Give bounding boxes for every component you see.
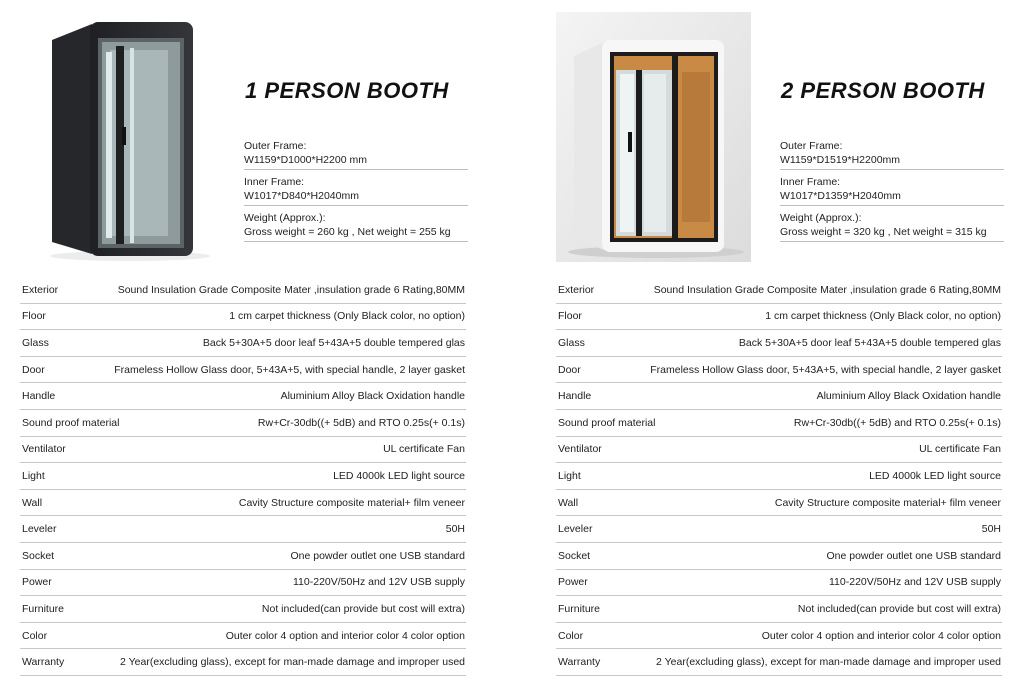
outer-frame-value: W1159*D1000*H2200 mm [244, 154, 367, 166]
spec-row-door [20, 357, 466, 384]
weight-block [780, 211, 1004, 242]
spec-label: Sound proof material [558, 416, 656, 429]
spec-value: Back 5+30A+5 door leaf 5+43A+5 double tempered glas [202, 336, 465, 349]
spec-row-leveler [556, 516, 1002, 543]
booth-image [30, 12, 225, 262]
weight-value: Gross weight = 320 kg , Net weight = 315 kg [780, 226, 987, 238]
booth-illustration [30, 12, 225, 262]
weight-label: Weight (Approx.): [244, 212, 326, 224]
spec-value: Not included(can provide but cost will extra) [797, 602, 1001, 615]
spec-label: Warranty [22, 656, 65, 669]
spec-value: 50H [445, 523, 465, 536]
spec-label: Color [22, 629, 48, 642]
spec-label: Leveler [22, 523, 57, 536]
inner-frame-label: Inner Frame: [780, 176, 841, 188]
spec-label: Socket [558, 549, 591, 562]
spec-row-light [556, 463, 1002, 490]
inner-frame-label: Inner Frame: [244, 176, 305, 188]
spec-label: Floor [558, 310, 582, 323]
weight-value: Gross weight = 260 kg , Net weight = 255 kg [244, 226, 451, 238]
spec-row-wall [556, 490, 1002, 517]
spec-label: Light [558, 469, 581, 482]
spec-row-furniture [556, 596, 1002, 623]
spec-value: One powder outlet one USB standard [290, 549, 465, 562]
spec-row-door [556, 357, 1002, 384]
spec-value: Back 5+30A+5 door leaf 5+43A+5 double tempered glas [738, 336, 1001, 349]
spec-row-exterior [20, 277, 466, 304]
inner-frame-value: W1017*D1359*H2040mm [780, 190, 901, 202]
spec-value: Aluminium Alloy Black Oxidation handle [280, 390, 465, 403]
spec-label: Power [558, 576, 588, 589]
spec-label: Door [558, 363, 581, 376]
inner-frame-block [244, 175, 468, 206]
spec-label: Light [22, 469, 45, 482]
spec-value: LED 4000k LED light source [869, 469, 1001, 482]
spec-row-ventilator [556, 437, 1002, 464]
spec-row-handle [556, 383, 1002, 410]
booth-panel-2 [556, 0, 1024, 690]
spec-label: Furniture [558, 602, 601, 615]
spec-value: 2 Year(excluding glass), except for man-made damage and improper used [120, 656, 465, 669]
spec-row-light [20, 463, 466, 490]
spec-value: 1 cm carpet thickness (Only Black color, no option) [229, 310, 465, 323]
spec-row-wall [20, 490, 466, 517]
outer-frame-block [244, 139, 468, 170]
spec-label: Exterior [22, 283, 59, 296]
spec-value: Sound Insulation Grade Composite Mater ,insulation grade 6 Rating,80MM [117, 283, 465, 296]
spec-row-exterior [556, 277, 1002, 304]
outer-frame-block [780, 139, 1004, 170]
spec-row-power [20, 570, 466, 597]
spec-value: Sound Insulation Grade Composite Mater ,insulation grade 6 Rating,80MM [653, 283, 1001, 296]
spec-value: 2 Year(excluding glass), except for man-made damage and improper used [656, 656, 1001, 669]
spec-row-power [556, 570, 1002, 597]
spec-value: 1 cm carpet thickness (Only Black color, no option) [765, 310, 1001, 323]
spec-table [556, 277, 1002, 676]
spec-value: LED 4000k LED light source [333, 469, 465, 482]
outer-frame-value: W1159*D1519*H2200mm [780, 154, 901, 166]
spec-row-leveler [20, 516, 466, 543]
spec-label: Sound proof material [22, 416, 120, 429]
spec-label: Wall [22, 496, 43, 509]
spec-label: Exterior [558, 283, 595, 296]
spec-value: Frameless Hollow Glass door, 5+43A+5, with special handle, 2 layer gasket [650, 363, 1001, 376]
spec-row-handle [20, 383, 466, 410]
spec-label: Ventilator [22, 443, 66, 456]
inner-frame-value: W1017*D840*H2040mm [244, 190, 359, 202]
spec-row-furniture [20, 596, 466, 623]
spec-value: Frameless Hollow Glass door, 5+43A+5, with special handle, 2 layer gasket [114, 363, 465, 376]
spec-value: 110-220V/50Hz and 12V USB supply [829, 576, 1001, 589]
booth-title: 1 PERSON BOOTH [245, 78, 449, 103]
spec-value: Cavity Structure composite material+ film veneer [774, 496, 1001, 509]
spec-row-sound-proof [20, 410, 466, 437]
spec-value: Rw+Cr-30db((+ 5dB) and RTO 0.25s(+ 0.1s) [793, 416, 1001, 429]
spec-row-glass [556, 330, 1002, 357]
spec-value: UL certificate Fan [383, 443, 465, 456]
booth-illustration [556, 12, 751, 262]
spec-row-sound-proof [556, 410, 1002, 437]
spec-value: Rw+Cr-30db((+ 5dB) and RTO 0.25s(+ 0.1s) [257, 416, 465, 429]
spec-row-color [20, 623, 466, 650]
spec-label: Glass [558, 336, 585, 349]
spec-label: Handle [22, 390, 56, 403]
spec-label: Door [22, 363, 45, 376]
spec-label: Color [558, 629, 584, 642]
spec-label: Leveler [558, 523, 593, 536]
spec-row-socket [556, 543, 1002, 570]
booth-title: 2 PERSON BOOTH [781, 78, 985, 103]
spec-value: One powder outlet one USB standard [826, 549, 1001, 562]
spec-label: Warranty [558, 656, 601, 669]
spec-value: Outer color 4 option and interior color 4 color option [225, 629, 465, 642]
spec-value: Not included(can provide but cost will extra) [261, 602, 465, 615]
spec-value: 50H [981, 523, 1001, 536]
spec-row-warranty [556, 649, 1002, 676]
spec-row-ventilator [20, 437, 466, 464]
spec-row-floor [20, 304, 466, 331]
spec-label: Ventilator [558, 443, 602, 456]
outer-frame-label: Outer Frame: [780, 140, 843, 152]
spec-label: Power [22, 576, 52, 589]
spec-label: Glass [22, 336, 49, 349]
spec-table [20, 277, 466, 676]
spec-row-floor [556, 304, 1002, 331]
spec-value: Outer color 4 option and interior color 4 color option [761, 629, 1001, 642]
spec-label: Floor [22, 310, 46, 323]
spec-label: Handle [558, 390, 592, 403]
booth-panel-1 [20, 0, 500, 690]
spec-label: Wall [558, 496, 579, 509]
spec-row-glass [20, 330, 466, 357]
booth-image [556, 12, 751, 262]
outer-frame-label: Outer Frame: [244, 140, 307, 152]
weight-block [244, 211, 468, 242]
spec-label: Socket [22, 549, 55, 562]
spec-value: UL certificate Fan [919, 443, 1001, 456]
spec-value: Aluminium Alloy Black Oxidation handle [816, 390, 1001, 403]
spec-row-color [556, 623, 1002, 650]
spec-label: Furniture [22, 602, 65, 615]
spec-value: Cavity Structure composite material+ film veneer [238, 496, 465, 509]
inner-frame-block [780, 175, 1004, 206]
spec-row-socket [20, 543, 466, 570]
spec-value: 110-220V/50Hz and 12V USB supply [293, 576, 465, 589]
weight-label: Weight (Approx.): [780, 212, 862, 224]
spec-row-warranty [20, 649, 466, 676]
